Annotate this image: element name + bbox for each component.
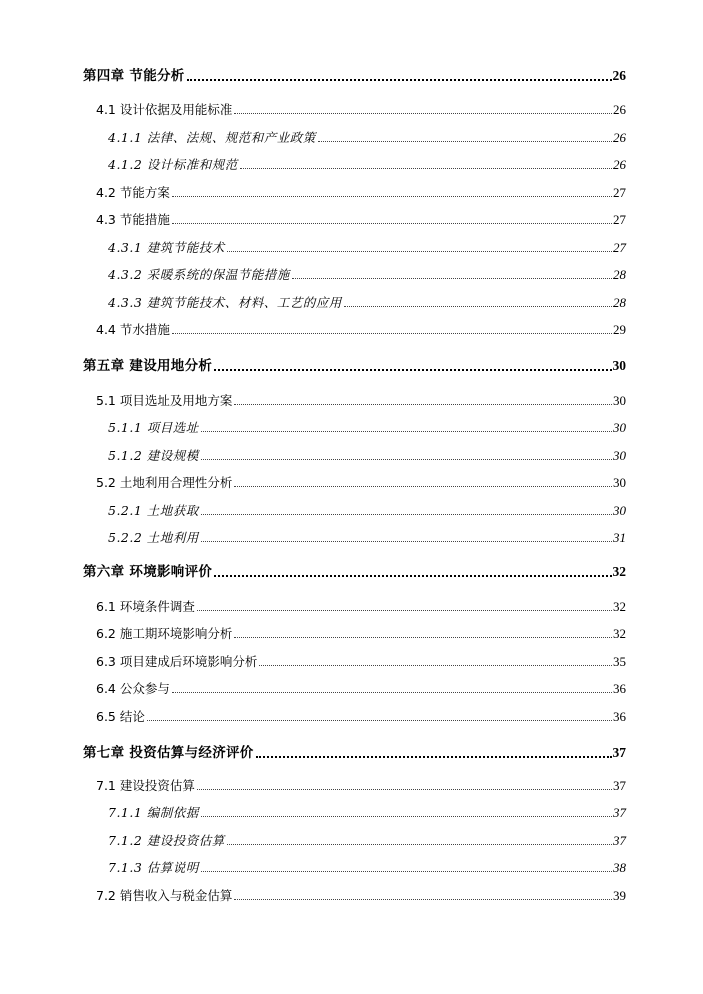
toc-entry[interactable] bbox=[96, 884, 626, 904]
toc-page-number: 37 bbox=[613, 778, 626, 793]
toc-entry[interactable] bbox=[96, 471, 626, 491]
toc-entry-chapter-6[interactable] bbox=[83, 560, 626, 580]
toc-page-number: 26 bbox=[613, 130, 626, 145]
toc-entry[interactable] bbox=[96, 650, 626, 670]
dot-leader bbox=[344, 306, 612, 307]
toc-entry-label: 4.1.2 设计标准和规范 bbox=[108, 157, 238, 172]
toc-page-number: 30 bbox=[613, 503, 626, 518]
toc-page-number: 38 bbox=[613, 860, 626, 875]
toc-page-number: 35 bbox=[613, 654, 626, 669]
dot-leader bbox=[201, 871, 612, 872]
toc-entry[interactable] bbox=[108, 126, 626, 146]
toc-page-number: 26 bbox=[612, 68, 626, 83]
dot-leader bbox=[318, 141, 612, 142]
toc-page-number: 28 bbox=[613, 295, 626, 310]
toc-entry[interactable] bbox=[108, 263, 626, 283]
toc-page-number: 27 bbox=[613, 240, 626, 255]
dot-leader bbox=[172, 223, 612, 224]
toc-entry[interactable] bbox=[108, 829, 626, 849]
toc-entry-label: 5.1 项目选址及用地方案 bbox=[96, 393, 233, 408]
toc-entry[interactable] bbox=[108, 236, 626, 256]
dot-leader bbox=[214, 575, 611, 577]
toc-entry[interactable] bbox=[96, 181, 626, 201]
toc-page-number: 36 bbox=[613, 681, 626, 696]
toc-entry[interactable] bbox=[96, 595, 626, 615]
dot-leader bbox=[234, 113, 612, 114]
dot-leader bbox=[197, 610, 612, 611]
toc-entry[interactable] bbox=[96, 389, 626, 409]
toc-entry-label: 4.1 设计依据及用能标准 bbox=[96, 102, 233, 117]
toc-entry-label: 第六章 环境影响评价 bbox=[83, 564, 213, 580]
toc-page-number: 32 bbox=[612, 564, 626, 579]
toc-entry-label: 6.1 环境条件调查 bbox=[96, 599, 195, 614]
toc-entry-label: 6.2 施工期环境影响分析 bbox=[96, 626, 233, 641]
toc-page-number: 29 bbox=[613, 322, 626, 337]
toc-page-number: 27 bbox=[613, 185, 626, 200]
toc-entry-label: 5.1.2 建设规模 bbox=[108, 448, 199, 463]
toc-entry-chapter-5[interactable] bbox=[83, 354, 626, 374]
toc-entry-label: 4.3 节能措施 bbox=[96, 212, 170, 227]
dot-leader bbox=[240, 168, 612, 169]
dot-leader bbox=[201, 459, 612, 460]
toc-page-number: 30 bbox=[613, 420, 626, 435]
toc-page-number: 32 bbox=[613, 626, 626, 641]
toc-entry[interactable] bbox=[108, 856, 626, 876]
dot-leader bbox=[234, 637, 612, 638]
dot-leader bbox=[214, 369, 611, 371]
toc-entry-chapter-7[interactable] bbox=[83, 741, 626, 761]
toc-entry-chapter-4[interactable] bbox=[83, 64, 626, 84]
toc-entry[interactable] bbox=[96, 208, 626, 228]
toc-entry-label: 4.4 节水措施 bbox=[96, 322, 170, 337]
toc-entry-label: 7.1.3 估算说明 bbox=[108, 860, 199, 875]
toc-entry-label: 5.2.1 土地获取 bbox=[108, 503, 199, 518]
dot-leader bbox=[197, 789, 612, 790]
toc-entry-label: 5.1.1 项目选址 bbox=[108, 420, 199, 435]
toc-entry-label: 4.2 节能方案 bbox=[96, 185, 170, 200]
dot-leader bbox=[227, 844, 612, 845]
toc-entry-label: 第四章 节能分析 bbox=[83, 68, 185, 84]
dot-leader bbox=[147, 720, 612, 721]
toc-page-number: 39 bbox=[613, 888, 626, 903]
toc-page-number: 30 bbox=[613, 448, 626, 463]
toc-entry-label: 6.3 项目建成后环境影响分析 bbox=[96, 654, 258, 669]
dot-leader bbox=[201, 816, 612, 817]
dot-leader bbox=[234, 899, 612, 900]
dot-leader bbox=[256, 756, 612, 758]
dot-leader bbox=[201, 514, 612, 515]
toc-page-number: 26 bbox=[613, 157, 626, 172]
toc-entry-label: 5.2 土地利用合理性分析 bbox=[96, 475, 233, 490]
toc-page-number: 30 bbox=[613, 475, 626, 490]
toc-entry-label: 第五章 建设用地分析 bbox=[83, 358, 213, 374]
toc-entry-label: 4.1.1 法律、法规、规范和产业政策 bbox=[108, 130, 316, 145]
toc-page-number: 32 bbox=[613, 599, 626, 614]
toc-entry-label: 6.4 公众参与 bbox=[96, 681, 170, 696]
toc-page-number: 28 bbox=[613, 267, 626, 282]
toc-entry[interactable] bbox=[108, 416, 626, 436]
toc-entry[interactable] bbox=[96, 705, 626, 725]
toc-page-number: 27 bbox=[613, 212, 626, 227]
dot-leader bbox=[259, 665, 612, 666]
dot-leader bbox=[201, 431, 612, 432]
toc-entry-label: 第七章 投资估算与经济评价 bbox=[83, 745, 254, 761]
toc-page-number: 37 bbox=[612, 745, 626, 760]
toc-entry[interactable] bbox=[108, 526, 626, 546]
toc-page-number: 30 bbox=[612, 358, 626, 373]
dot-leader bbox=[292, 278, 612, 279]
dot-leader bbox=[234, 404, 612, 405]
toc-entry-label: 4.3.1 建筑节能技术 bbox=[108, 240, 225, 255]
toc-entry-label: 4.3.2 采暖系统的保温节能措施 bbox=[108, 267, 290, 282]
toc-entry[interactable] bbox=[108, 444, 626, 464]
toc-entry[interactable] bbox=[108, 291, 626, 311]
toc-entry[interactable] bbox=[108, 153, 626, 173]
toc-entry-label: 7.1 建设投资估算 bbox=[96, 778, 195, 793]
toc-entry[interactable] bbox=[96, 318, 626, 338]
toc-entry[interactable] bbox=[96, 98, 626, 118]
toc-entry-label: 6.5 结论 bbox=[96, 709, 145, 724]
dot-leader bbox=[172, 196, 612, 197]
toc-entry[interactable] bbox=[96, 622, 626, 642]
toc-entry[interactable] bbox=[108, 499, 626, 519]
toc-entry-label: 7.2 销售收入与税金估算 bbox=[96, 888, 233, 903]
toc-page-number: 31 bbox=[613, 530, 626, 545]
dot-leader bbox=[227, 251, 612, 252]
toc-page-number: 30 bbox=[613, 393, 626, 408]
toc-entry[interactable] bbox=[108, 801, 626, 821]
toc-entry-label: 4.3.3 建筑节能技术、材料、工艺的应用 bbox=[108, 295, 342, 310]
toc-page-number: 37 bbox=[613, 833, 626, 848]
dot-leader bbox=[172, 333, 612, 334]
toc-entry-label: 5.2.2 土地利用 bbox=[108, 530, 199, 545]
toc-page-number: 26 bbox=[613, 102, 626, 117]
toc-page-number: 37 bbox=[613, 805, 626, 820]
toc-entry-label: 7.1.1 编制依据 bbox=[108, 805, 199, 820]
toc-entry[interactable] bbox=[96, 677, 626, 697]
toc-entry-label: 7.1.2 建设投资估算 bbox=[108, 833, 225, 848]
dot-leader bbox=[234, 486, 612, 487]
dot-leader bbox=[187, 79, 612, 81]
dot-leader bbox=[172, 692, 612, 693]
toc-page-number: 36 bbox=[613, 709, 626, 724]
dot-leader bbox=[201, 541, 612, 542]
toc-entry[interactable] bbox=[96, 774, 626, 794]
